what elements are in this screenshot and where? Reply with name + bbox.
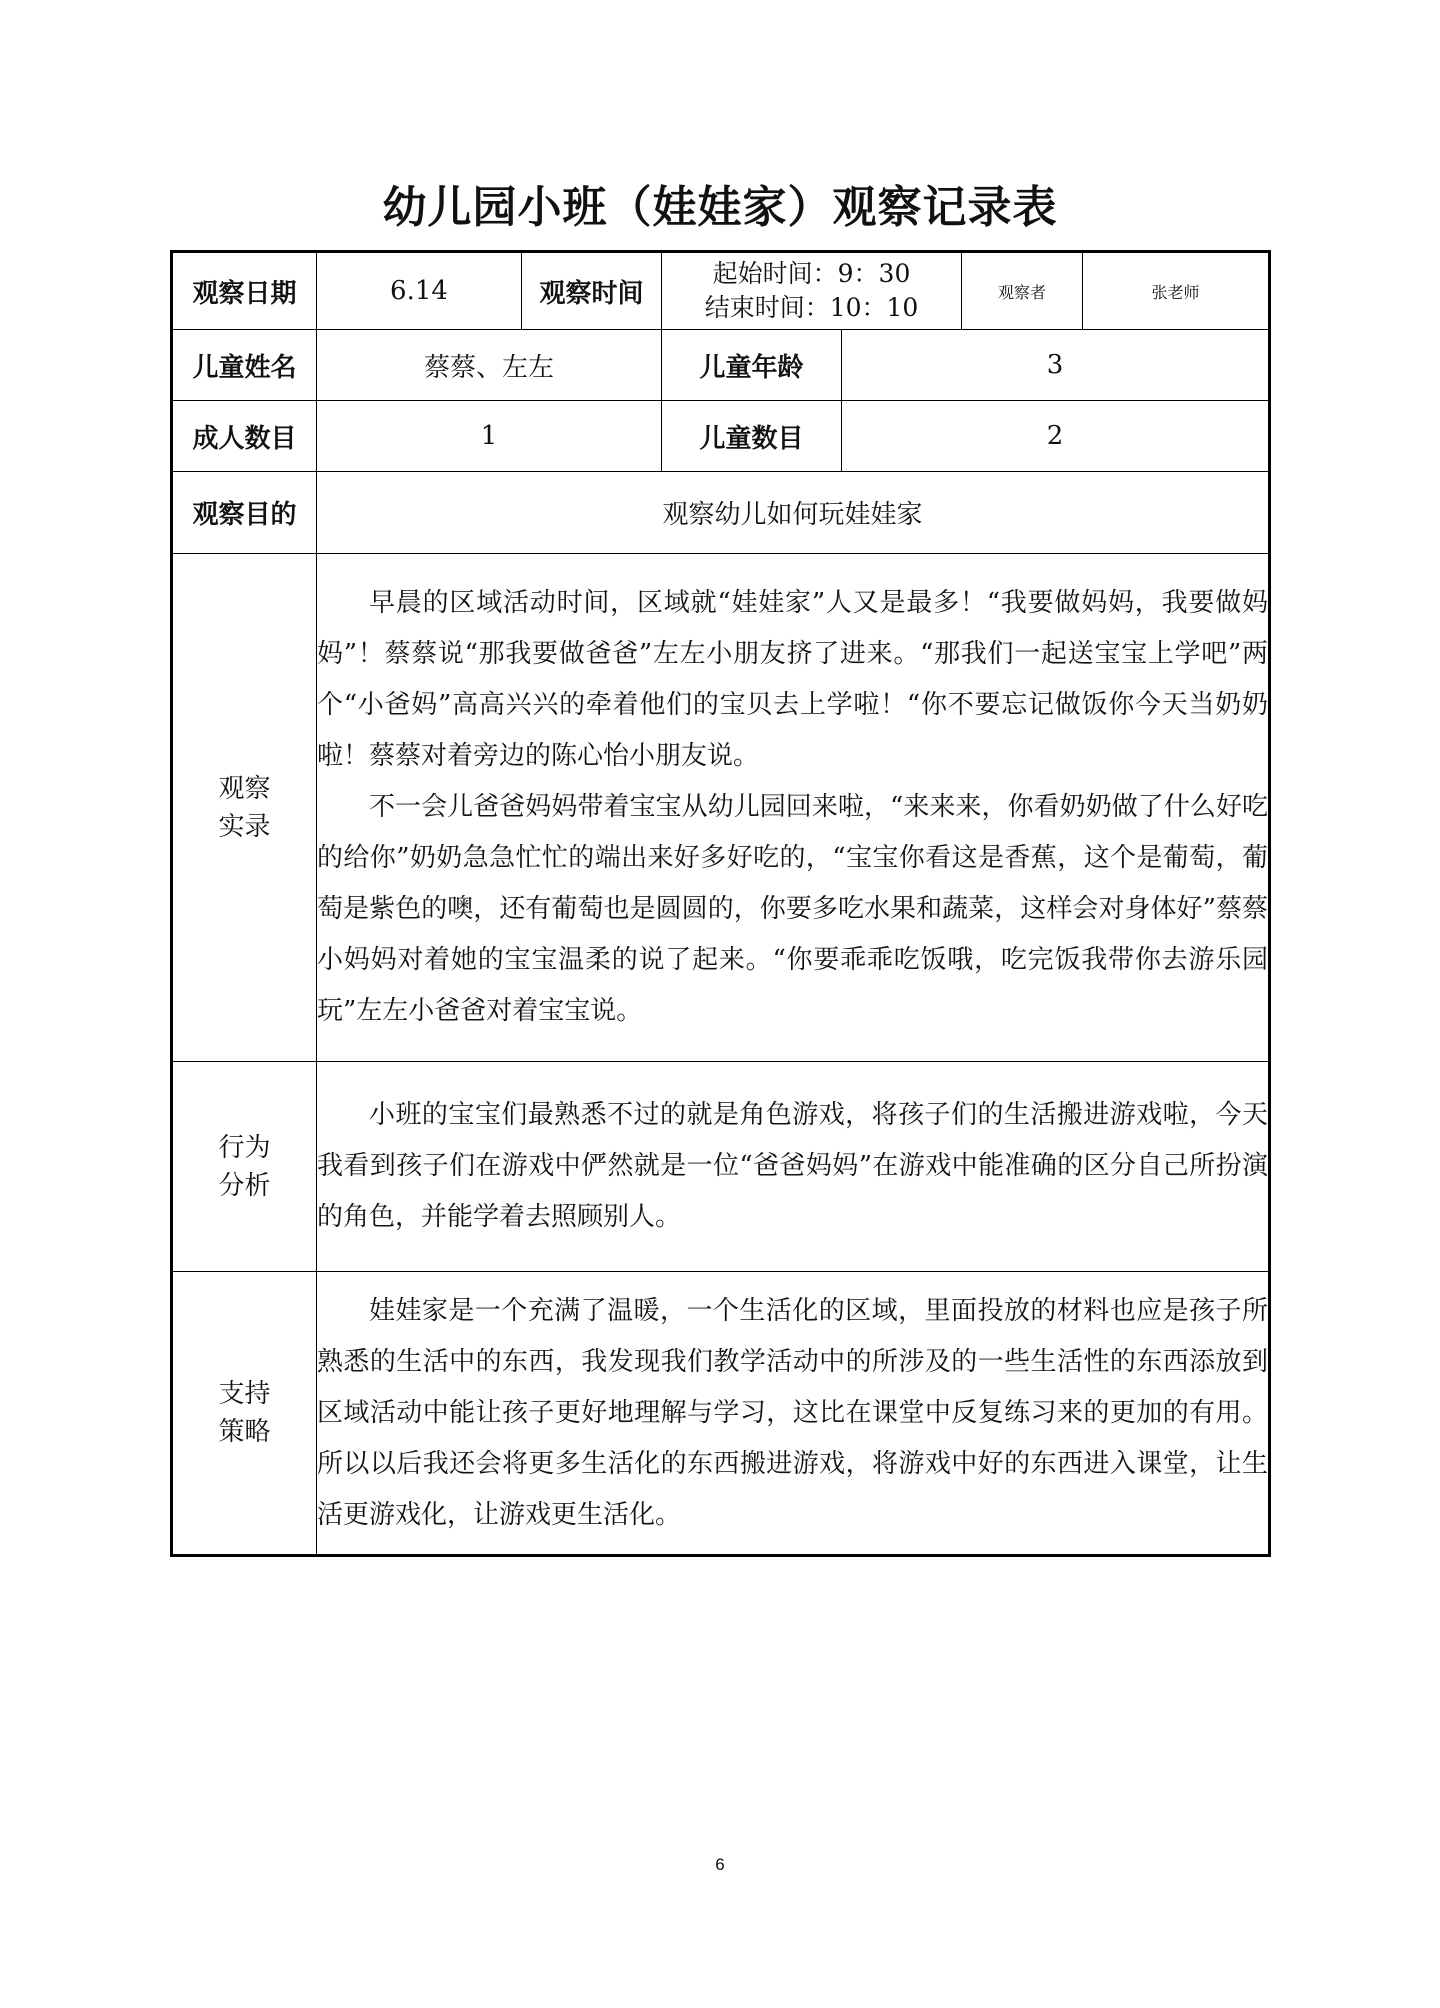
strategy-label-line1: 支持	[218, 1379, 271, 1409]
page-number: 6	[715, 1855, 725, 1874]
record-row	[172, 554, 1270, 1062]
analysis-label	[172, 1062, 317, 1272]
record-label-line1: 观察	[218, 773, 271, 804]
count-row	[172, 401, 1270, 472]
start-time: 起始时间：9：30	[712, 259, 911, 288]
child-count-label: 儿童数目	[662, 401, 842, 472]
child-age-value: 3	[842, 330, 1270, 401]
strategy-paragraph: 娃娃家是一个充满了温暖，一个生活化的区域，里面投放的材料也应是孩子所熟悉的生活中的东西，我发现我们教学活动中的所涉及的一些生活性的东西添放到区域活动中能让孩子更好地理解与学习，这比在课堂中反复练习来的更加的有用。所以以后我还会将更多生活化的东西搬进游戏，将游戏中好的东西进入课堂，让生活更游戏化，让游戏更生活化。	[317, 1295, 1268, 1530]
date-value: 6.14	[317, 252, 522, 330]
date-label: 观察日期	[172, 252, 317, 330]
purpose-label: 观察目的	[172, 472, 317, 554]
child-age-label: 儿童年龄	[662, 330, 842, 401]
record-label-line2: 实录	[218, 811, 271, 842]
record-paragraph-1: 早晨的区域活动时间，区域就“娃娃家”人又是最多！“我要做妈妈，我要做妈妈”！蔡蔡说“那我要做爸爸”左左小朋友挤了进来。“那我们一起送宝宝上学吧”两个“小爸妈”高高兴兴的牵着他们的宝贝去上学啦！“你不要忘记做饭你今天当奶奶啦！蔡蔡对着旁边的陈心怡小朋友说。	[317, 588, 1268, 771]
strategy-label	[172, 1272, 317, 1556]
child-count-value: 2	[842, 401, 1270, 472]
adult-count-label: 成人数目	[172, 401, 317, 472]
child-name-value: 蔡蔡、左左	[317, 330, 662, 401]
time-value	[662, 252, 962, 330]
analysis-content	[317, 1062, 1270, 1272]
page-title: 幼儿园小班（娃娃家）观察记录表	[382, 182, 1058, 233]
observer-value: 张老师	[1151, 282, 1200, 302]
observation-table	[170, 250, 1271, 1557]
purpose-row	[172, 472, 1270, 554]
analysis-paragraph: 小班的宝宝们最熟悉不过的就是角色游戏，将孩子们的生活搬进游戏啦，今天我看到孩子们在游戏中俨然就是一位“爸爸妈妈”在游戏中能准确的区分自己所扮演的角色，并能学着去照顾别人。	[317, 1100, 1268, 1232]
analysis-label-line1: 行为	[218, 1132, 271, 1163]
header-row	[172, 252, 1270, 330]
child-row	[172, 330, 1270, 401]
strategy-content	[317, 1272, 1270, 1556]
analysis-label-line2: 分析	[218, 1170, 271, 1201]
observer-cell	[962, 252, 1270, 330]
record-paragraph-2: 不一会儿爸爸妈妈带着宝宝从幼儿园回来啦，“来来来，你看奶奶做了什么好吃的给你”奶奶急急忙忙的端出来好多好吃的，“宝宝你看这是香蕉，这个是葡萄，葡萄是紫色的噢，还有葡萄也是圆圆的，你要多吃水果和蔬菜，这样会对身体好”蔡蔡小妈妈对着她的宝宝温柔的说了起来。“你要乖乖吃饭哦，吃完饭我带你去游乐园玩”左左小爸爸对着宝宝说。	[317, 792, 1268, 1026]
record-content	[317, 554, 1270, 1062]
record-label	[172, 554, 317, 1062]
purpose-value: 观察幼儿如何玩娃娃家	[317, 472, 1270, 554]
observer-label: 观察者	[962, 253, 1083, 329]
child-name-label: 儿童姓名	[172, 330, 317, 401]
strategy-label-line2: 策略	[218, 1417, 271, 1447]
adult-count-value: 1	[317, 401, 662, 472]
end-time: 结束时间：10：10	[704, 293, 919, 322]
analysis-row	[172, 1062, 1270, 1272]
time-label: 观察时间	[522, 252, 662, 330]
strategy-row	[172, 1272, 1270, 1556]
